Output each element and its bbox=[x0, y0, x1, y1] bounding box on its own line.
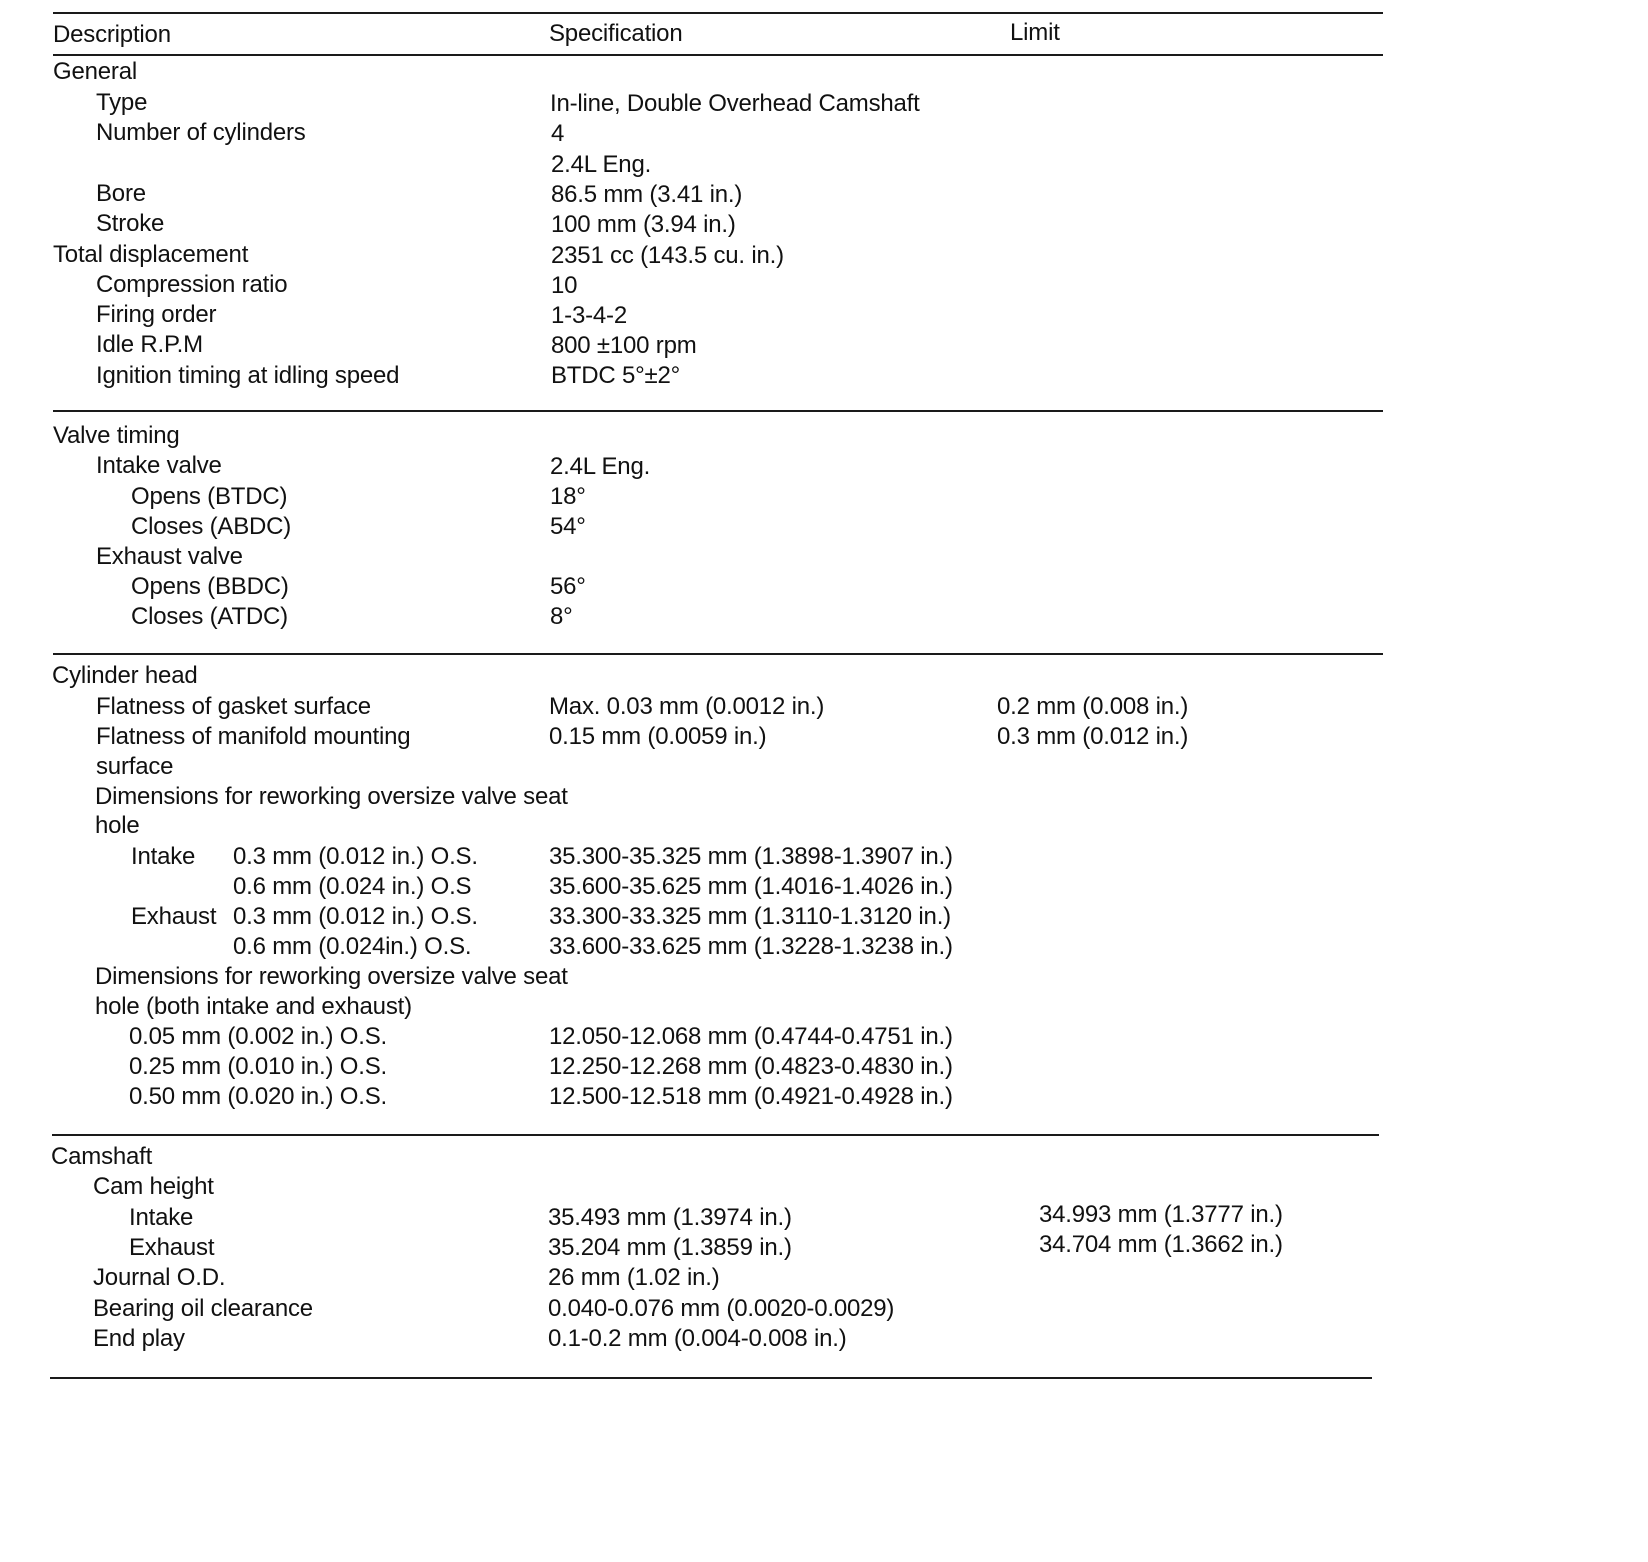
type-label: Type bbox=[96, 89, 148, 116]
header-limit: Limit bbox=[1010, 19, 1060, 46]
section-general-title: General bbox=[53, 58, 137, 85]
exhaust-os1-label: 0.3 mm (0.012 in.) O.S. bbox=[233, 903, 478, 930]
cam-exhaust-spec: 35.204 mm (1.3859 in.) bbox=[548, 1234, 792, 1261]
exhaust-os2-value: 33.600-33.625 mm (1.3228-1.3238 in.) bbox=[549, 933, 953, 960]
exhaust-opens-value: 56° bbox=[550, 573, 586, 600]
ignition-label: Ignition timing at idling speed bbox=[96, 362, 400, 389]
intake-opens-label: Opens (BTDC) bbox=[131, 483, 288, 510]
cylinders-value: 4 bbox=[551, 120, 565, 147]
intake-os1-value: 35.300-35.325 mm (1.3898-1.3907 in.) bbox=[549, 843, 953, 870]
rework-seat-label-2: hole bbox=[95, 812, 140, 839]
cylinders-label: Number of cylinders bbox=[96, 119, 306, 146]
intake-valve-label: Intake valve bbox=[96, 452, 222, 479]
engine-label: 2.4L Eng. bbox=[551, 151, 652, 178]
cylinder-head-rule bbox=[52, 1134, 1379, 1136]
intake-opens-value: 18° bbox=[550, 483, 586, 510]
gasket-spec: Max. 0.03 mm (0.0012 in.) bbox=[549, 693, 825, 720]
manifold-label-2: surface bbox=[96, 753, 174, 780]
exhaust-os2-label: 0.6 mm (0.024in.) O.S. bbox=[233, 933, 472, 960]
manifold-spec: 0.15 mm (0.0059 in.) bbox=[549, 723, 767, 750]
bearing-value: 0.040-0.076 mm (0.0020-0.0029) bbox=[548, 1295, 895, 1322]
seat-intake-label: Intake bbox=[131, 843, 196, 870]
idle-value: 800 ±100 rpm bbox=[551, 332, 697, 359]
exhaust-closes-label: Closes (ATDC) bbox=[131, 603, 288, 630]
firing-label: Firing order bbox=[96, 301, 217, 328]
gasket-limit: 0.2 mm (0.008 in.) bbox=[997, 693, 1189, 720]
section-camshaft-title: Camshaft bbox=[51, 1143, 153, 1170]
endplay-label: End play bbox=[93, 1325, 185, 1352]
header-rule bbox=[53, 54, 1383, 56]
bottom-rule bbox=[50, 1377, 1372, 1379]
intake-valve-engine: 2.4L Eng. bbox=[550, 453, 651, 480]
section-cylinder-head-title: Cylinder head bbox=[52, 662, 198, 689]
stroke-value: 100 mm (3.94 in.) bbox=[551, 211, 736, 238]
general-rule bbox=[53, 410, 1383, 412]
compression-value: 10 bbox=[551, 272, 578, 299]
firing-value: 1-3-4-2 bbox=[551, 302, 627, 329]
displacement-label: Total displacement bbox=[53, 241, 249, 268]
intake-closes-label: Closes (ABDC) bbox=[131, 513, 292, 540]
manifold-limit: 0.3 mm (0.012 in.) bbox=[997, 723, 1189, 750]
cam-exhaust-limit: 34.704 mm (1.3662 in.) bbox=[1039, 1231, 1283, 1258]
section-valve-timing-title: Valve timing bbox=[53, 422, 180, 449]
os050-label: 0.50 mm (0.020 in.) O.S. bbox=[129, 1083, 387, 1110]
cam-exhaust-label: Exhaust bbox=[129, 1234, 215, 1261]
manifold-label-1: Flatness of manifold mounting bbox=[96, 723, 411, 750]
journal-label: Journal O.D. bbox=[93, 1264, 226, 1291]
intake-closes-value: 54° bbox=[550, 513, 586, 540]
stroke-label: Stroke bbox=[96, 210, 165, 237]
exhaust-opens-label: Opens (BBDC) bbox=[131, 573, 289, 600]
cam-intake-label: Intake bbox=[129, 1204, 194, 1231]
bore-value: 86.5 mm (3.41 in.) bbox=[551, 181, 743, 208]
os005-label: 0.05 mm (0.002 in.) O.S. bbox=[129, 1023, 387, 1050]
exhaust-valve-label: Exhaust valve bbox=[96, 543, 243, 570]
endplay-value: 0.1-0.2 mm (0.004-0.008 in.) bbox=[548, 1325, 847, 1352]
os025-label: 0.25 mm (0.010 in.) O.S. bbox=[129, 1053, 387, 1080]
os025-value: 12.250-12.268 mm (0.4823-0.4830 in.) bbox=[549, 1053, 953, 1080]
rework-both-label-2: hole (both intake and exhaust) bbox=[95, 993, 412, 1020]
type-value: In-line, Double Overhead Camshaft bbox=[550, 90, 920, 117]
intake-os2-value: 35.600-35.625 mm (1.4016-1.4026 in.) bbox=[549, 873, 953, 900]
os050-value: 12.500-12.518 mm (0.4921-0.4928 in.) bbox=[549, 1083, 953, 1110]
cam-intake-spec: 35.493 mm (1.3974 in.) bbox=[548, 1204, 792, 1231]
header-description: Description bbox=[53, 21, 171, 48]
exhaust-os1-value: 33.300-33.325 mm (1.3110-1.3120 in.) bbox=[549, 903, 951, 930]
cam-height-label: Cam height bbox=[93, 1173, 214, 1200]
cam-intake-limit: 34.993 mm (1.3777 in.) bbox=[1039, 1201, 1283, 1228]
exhaust-closes-value: 8° bbox=[550, 603, 573, 630]
valve-timing-rule bbox=[53, 653, 1383, 655]
gasket-label: Flatness of gasket surface bbox=[96, 693, 371, 720]
intake-os1-label: 0.3 mm (0.012 in.) O.S. bbox=[233, 843, 478, 870]
top-rule bbox=[53, 12, 1383, 14]
displacement-value: 2351 cc (143.5 cu. in.) bbox=[551, 242, 784, 269]
intake-os2-label: 0.6 mm (0.024 in.) O.S bbox=[233, 873, 472, 900]
idle-label: Idle R.P.M bbox=[96, 331, 203, 358]
rework-seat-label-1: Dimensions for reworking oversize valve seat bbox=[95, 783, 568, 810]
journal-value: 26 mm (1.02 in.) bbox=[548, 1264, 720, 1291]
bearing-label: Bearing oil clearance bbox=[93, 1295, 313, 1322]
compression-label: Compression ratio bbox=[96, 271, 288, 298]
header-specification: Specification bbox=[549, 20, 683, 47]
os005-value: 12.050-12.068 mm (0.4744-0.4751 in.) bbox=[549, 1023, 953, 1050]
ignition-value: BTDC 5°±2° bbox=[551, 362, 681, 389]
bore-label: Bore bbox=[96, 180, 146, 207]
seat-exhaust-label: Exhaust bbox=[131, 903, 217, 930]
rework-both-label-1: Dimensions for reworking oversize valve seat bbox=[95, 963, 568, 990]
